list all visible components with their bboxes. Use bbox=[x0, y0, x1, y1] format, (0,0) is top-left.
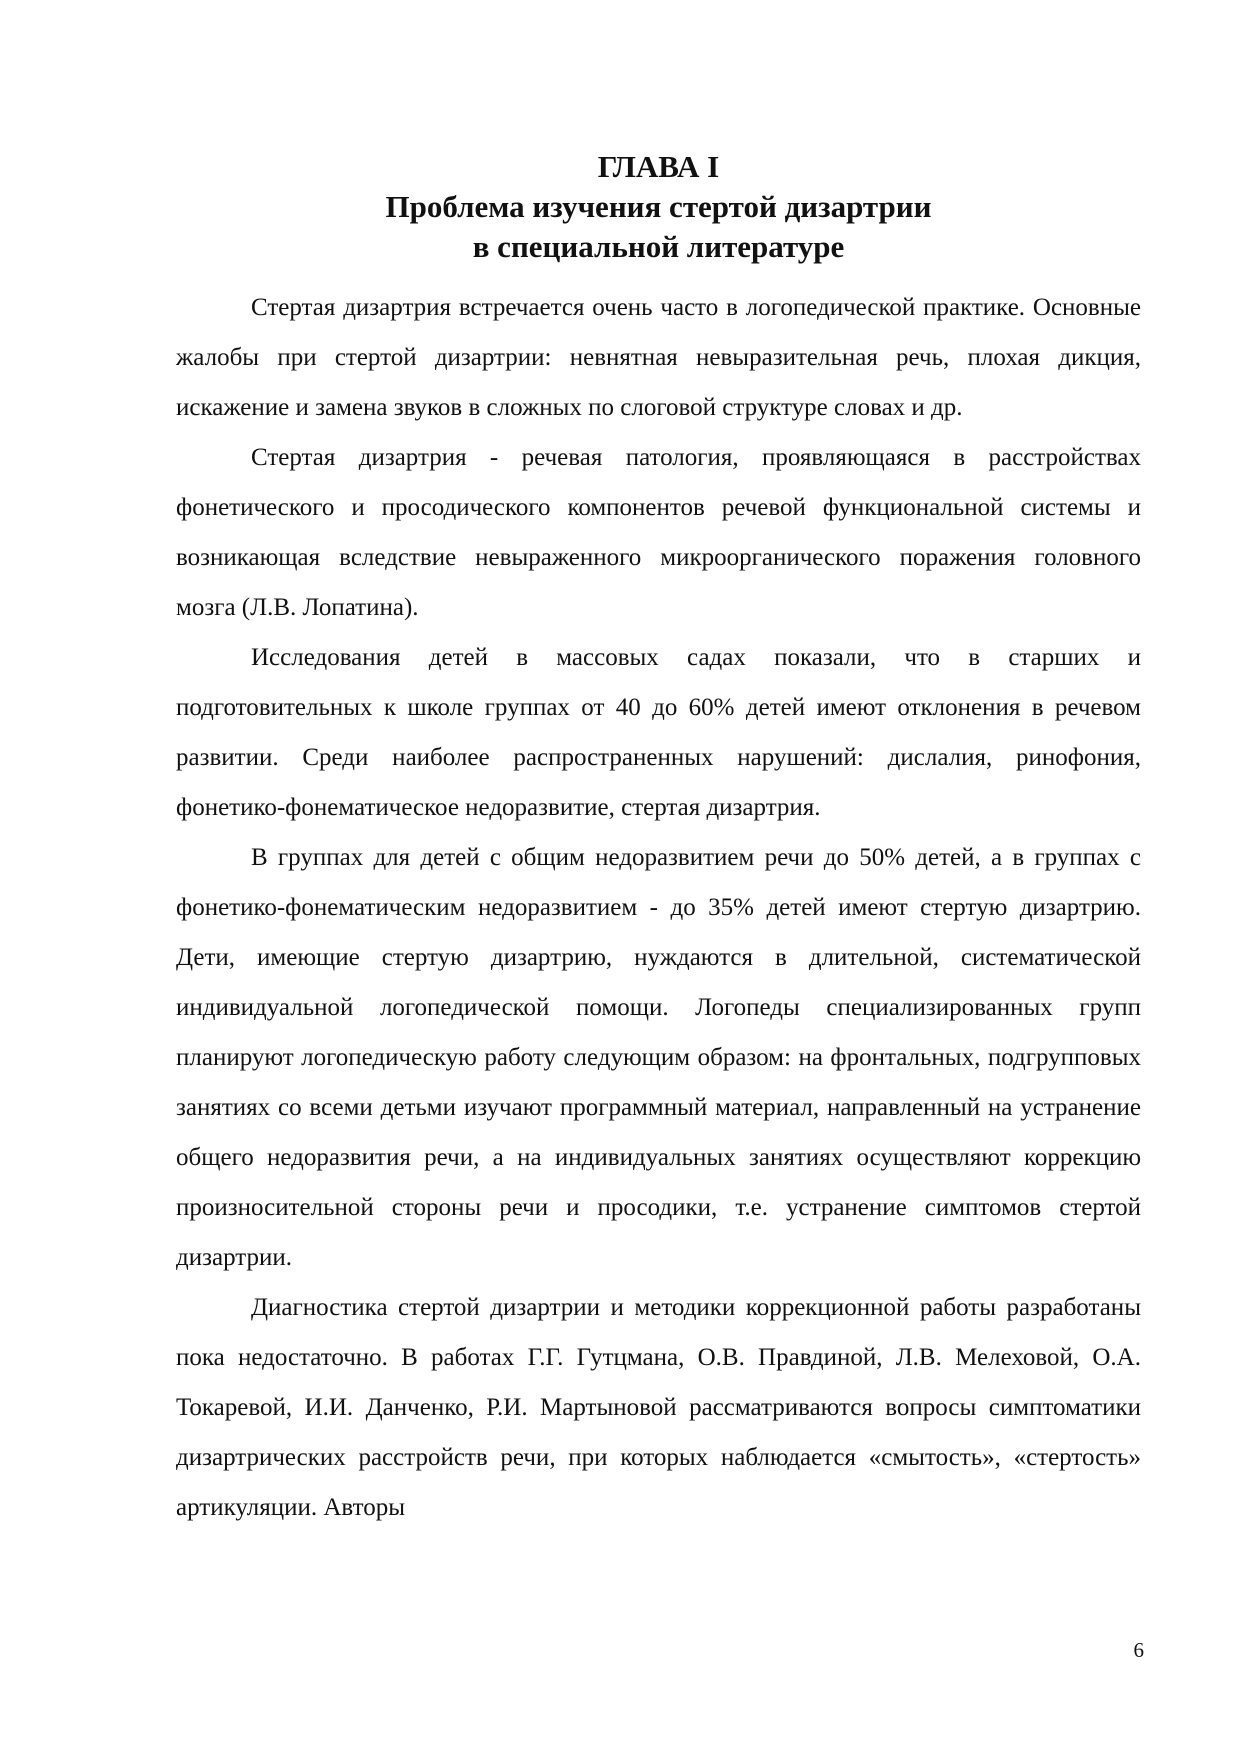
paragraph-2: Стертая дизартрия - речевая патология, проявляющаяся в расстройствах фонетического и просодического компонентов речевой функциональной системы и возникающая вследствие невыраженного микроорганического поражения головного мозга (Л.В. Лопатина). bbox=[176, 444, 1141, 621]
chapter-title-line-1: Проблема изучения стертой дизартрии bbox=[385, 189, 932, 224]
paragraph-5: Диагностика стертой дизартрии и методики коррекционной работы разработаны пока недостаточно. В работах Г.Г. Гутцмана, О.В. Правдиной, Л.В. Мелеховой, О.А. Токаревой, И.И. Данченко, Р.И. Мартыновой рассматриваются вопросы симптоматики дизартрических расстройств речи, при которых наблюдается «смытость», «стертость» артикуляции. Авторы bbox=[176, 1294, 1141, 1521]
page-number: 6 bbox=[1133, 1638, 1144, 1662]
chapter-number: ГЛАВА I bbox=[597, 149, 720, 184]
chapter-title-line-2: в специальной литературе bbox=[472, 229, 845, 264]
paragraph-3: Исследования детей в массовых садах показали, что в старших и подготовительных к школе группах от 40 до 60% детей имеют отклонения в речевом развитии. Среди наиболее распространенных нарушений: дислалия, ринофония, фонетико-фонематическое недоразвитие, стертая дизартрия. bbox=[176, 644, 1141, 821]
chapter-heading bbox=[176, 147, 1141, 267]
body-text bbox=[176, 283, 1141, 1533]
paragraph-1: Стертая дизартрия встречается очень часто в логопедической практике. Основные жалобы при стертой дизартрии: невнятная невыразительная речь, плохая дикция, искажение и замена звуков в сложных по слоговой структуре словах и др. bbox=[176, 294, 1141, 421]
paragraph-4: В группах для детей с общим недоразвитием речи до 50% детей, а в группах с фонетико-фонематическим недоразвитием - до 35% детей имеют стертую дизартрию. Дети, имеющие стертую дизартрию, нуждаются в длительной, систематической индивидуальной логопедической помощи. Логопеды специализированных групп планируют логопедическую работу следующим образом: на фронтальных, подгрупповых занятиях со всеми детьми изучают программный материал, направленный на устранение общего недоразвития речи, а на индивидуальных занятиях осуществляют коррекцию произносительной стороны речи и просодики, т.е. устранение симптомов стертой дизартрии. bbox=[176, 844, 1141, 1271]
